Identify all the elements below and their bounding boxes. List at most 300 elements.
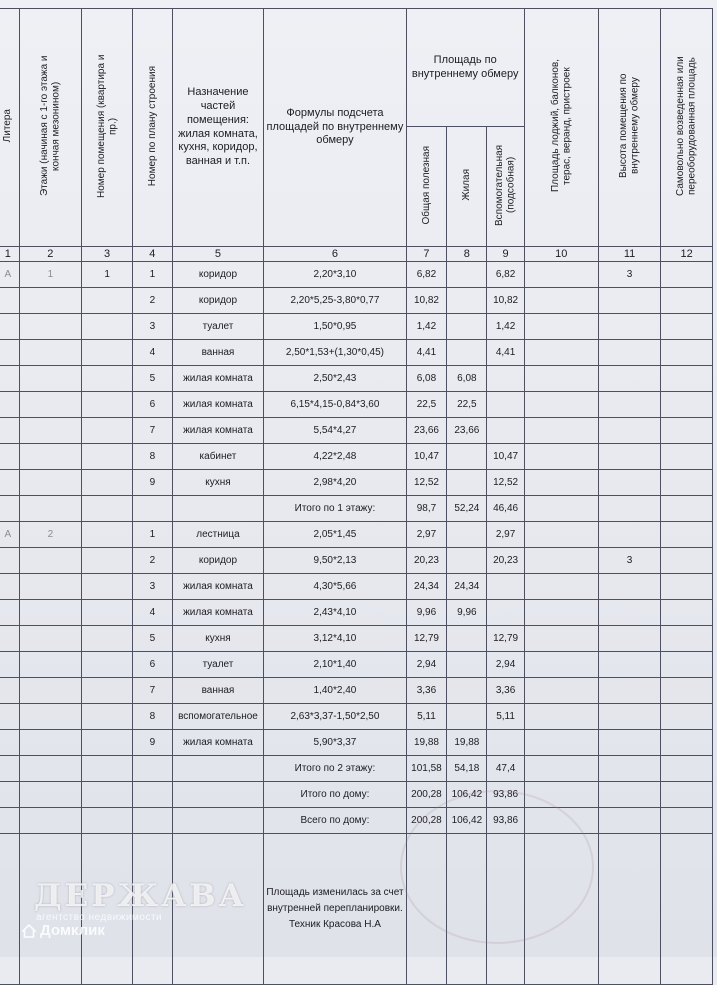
area-total-cell: 4,41 (406, 340, 447, 366)
room-name-cell: жилая комната (172, 574, 264, 600)
empty-cell (661, 444, 713, 470)
empty-cell (598, 522, 661, 548)
subtotal-label: Итого по 1 этажу: (264, 496, 406, 522)
area-living-cell (447, 262, 487, 288)
area-total-cell: 10,47 (406, 444, 447, 470)
area-total-cell: 1,42 (406, 314, 447, 340)
empty-cell (0, 808, 19, 834)
grand-total-total: 200,28 (406, 808, 447, 834)
empty-cell (524, 548, 598, 574)
empty-cell (661, 314, 713, 340)
header-apt-no: Номер помещения (квартира и пр.) (82, 9, 133, 247)
empty-cell (524, 522, 598, 548)
house-total-row (0, 782, 713, 808)
table-row (0, 340, 713, 366)
empty-cell (524, 730, 598, 756)
grand-total-aux: 93,86 (487, 808, 524, 834)
header-row (0, 9, 713, 127)
empty-cell (598, 392, 661, 418)
area-total-cell: 6,08 (406, 366, 447, 392)
empty-cell (661, 704, 713, 730)
table-row (0, 626, 713, 652)
area-aux-cell: 10,82 (487, 288, 524, 314)
empty-cell (661, 496, 713, 522)
area-living-cell (447, 288, 487, 314)
area-living-cell (447, 704, 487, 730)
litera-cell: А (0, 262, 19, 288)
col-num: 12 (661, 247, 713, 262)
empty-cell (82, 418, 133, 444)
empty-cell (19, 366, 82, 392)
area-living-cell: 6,08 (447, 366, 487, 392)
table-row (0, 262, 713, 288)
empty-cell (82, 522, 133, 548)
area-living-cell: 9,96 (447, 600, 487, 626)
empty-cell (0, 340, 19, 366)
empty-cell (82, 652, 133, 678)
plan-no-cell: 5 (133, 366, 173, 392)
area-explication-table (0, 8, 713, 985)
empty-cell (0, 756, 19, 782)
empty-cell (524, 626, 598, 652)
header-area-total: Общая полезная (406, 127, 447, 247)
plan-no-cell: 4 (133, 340, 173, 366)
area-living-cell (447, 444, 487, 470)
area-aux-cell: 12,52 (487, 470, 524, 496)
table-row (0, 366, 713, 392)
area-aux-cell (487, 392, 524, 418)
area-aux-cell: 10,47 (487, 444, 524, 470)
room-name-cell: жилая комната (172, 418, 264, 444)
plan-no-cell: 2 (133, 548, 173, 574)
formula-cell: 9,50*2,13 (264, 548, 406, 574)
table-row (0, 522, 713, 548)
empty-cell (82, 678, 133, 704)
formula-cell: 2,20*5,25-3,80*0,77 (264, 288, 406, 314)
area-living-cell: 24,34 (447, 574, 487, 600)
empty-cell (661, 678, 713, 704)
area-aux-cell (487, 418, 524, 444)
subtotal-aux: 46,46 (487, 496, 524, 522)
empty-cell (0, 678, 19, 704)
col-num: 9 (487, 247, 524, 262)
house-total-living: 106,42 (447, 782, 487, 808)
empty-cell (82, 314, 133, 340)
empty-cell (598, 418, 661, 444)
formula-cell: 2,43*4,10 (264, 600, 406, 626)
formula-cell: 2,20*3,10 (264, 262, 406, 288)
empty-cell (82, 470, 133, 496)
area-aux-cell: 5,11 (487, 704, 524, 730)
area-aux-cell: 6,82 (487, 262, 524, 288)
empty-cell (82, 730, 133, 756)
subtotal-label: Итого по 2 этажу: (264, 756, 406, 782)
empty-cell (598, 366, 661, 392)
plan-no-cell: 7 (133, 678, 173, 704)
room-name-cell: жилая комната (172, 730, 264, 756)
header-floors: Этажи (начиная с 1-го этажа и кончая мезонином) (19, 9, 82, 247)
empty-cell (598, 314, 661, 340)
room-name-cell: туалет (172, 652, 264, 678)
area-total-cell: 5,11 (406, 704, 447, 730)
agency-watermark: ДЕРЖАВА (34, 878, 247, 914)
room-name-cell: кабинет (172, 444, 264, 470)
empty-cell (0, 600, 19, 626)
col-num: 7 (406, 247, 447, 262)
grand-total-row (0, 808, 713, 834)
empty-cell (0, 730, 19, 756)
table-row (0, 678, 713, 704)
area-living-cell (447, 626, 487, 652)
col-num: 2 (19, 247, 82, 262)
room-name-cell: жилая комната (172, 366, 264, 392)
empty-cell (524, 574, 598, 600)
empty-cell (598, 574, 661, 600)
area-aux-cell: 2,97 (487, 522, 524, 548)
formula-cell: 4,30*5,66 (264, 574, 406, 600)
empty-cell (19, 496, 82, 522)
empty-cell (661, 418, 713, 444)
empty-cell (0, 834, 19, 985)
col-num: 8 (447, 247, 487, 262)
room-name-cell: коридор (172, 288, 264, 314)
empty-cell (598, 600, 661, 626)
empty-cell (82, 444, 133, 470)
subtotal-living: 54,18 (447, 756, 487, 782)
header-area-aux: Вспомогательная (подсобная) (487, 127, 524, 247)
remark-line2: внутренней перепланировки. (267, 903, 403, 914)
area-aux-cell (487, 366, 524, 392)
empty-cell (0, 548, 19, 574)
area-aux-cell (487, 730, 524, 756)
empty-cell (661, 366, 713, 392)
room-name-cell: жилая комната (172, 600, 264, 626)
empty-cell (19, 314, 82, 340)
area-living-cell (447, 678, 487, 704)
subtotal-row-floor1 (0, 496, 713, 522)
table-row (0, 574, 713, 600)
height-cell: 3 (598, 262, 661, 288)
empty-cell (524, 652, 598, 678)
empty-cell (82, 808, 133, 834)
empty-cell (0, 652, 19, 678)
empty-cell (661, 600, 713, 626)
empty-cell (598, 340, 661, 366)
house-icon (22, 924, 36, 938)
empty-cell (19, 626, 82, 652)
col-num: 11 (598, 247, 661, 262)
floor-cell: 2 (19, 522, 82, 548)
table-row (0, 600, 713, 626)
header-litera: Литера (0, 9, 19, 247)
empty-cell (19, 470, 82, 496)
area-living-cell (447, 548, 487, 574)
empty-cell (172, 808, 264, 834)
empty-cell (82, 340, 133, 366)
subtotal-total: 98,7 (406, 496, 447, 522)
empty-cell (19, 392, 82, 418)
area-total-cell: 24,34 (406, 574, 447, 600)
header-unauthorized: Самовольно возведенная или переоборудованная площадь (661, 9, 713, 247)
empty-cell (19, 782, 82, 808)
formula-cell: 2,63*3,37-1,50*2,50 (264, 704, 406, 730)
area-total-cell: 12,79 (406, 626, 447, 652)
empty-cell (82, 704, 133, 730)
empty-cell (524, 496, 598, 522)
header-purpose: Назначение частей помещения: жилая комната, кухня, коридор, ванная и т.п. (172, 9, 264, 247)
header-area-living: Жилая (447, 127, 487, 247)
col-num: 4 (133, 247, 173, 262)
empty-cell (0, 418, 19, 444)
empty-cell (524, 314, 598, 340)
empty-cell (0, 574, 19, 600)
area-total-cell: 22,5 (406, 392, 447, 418)
empty-cell (598, 834, 661, 985)
formula-cell: 2,50*1,53+(1,30*0,45) (264, 340, 406, 366)
empty-cell (19, 756, 82, 782)
table-row (0, 470, 713, 496)
empty-cell (19, 574, 82, 600)
house-total-total: 200,28 (406, 782, 447, 808)
empty-cell (0, 392, 19, 418)
room-name-cell: ванная (172, 678, 264, 704)
empty-cell (19, 418, 82, 444)
empty-cell (598, 756, 661, 782)
formula-cell: 1,40*2,40 (264, 678, 406, 704)
table-row (0, 548, 713, 574)
empty-cell (661, 392, 713, 418)
col-num: 6 (264, 247, 406, 262)
empty-cell (133, 808, 173, 834)
empty-cell (524, 418, 598, 444)
empty-cell (598, 652, 661, 678)
height-cell: 3 (598, 548, 661, 574)
plan-no-cell: 8 (133, 444, 173, 470)
empty-cell (661, 548, 713, 574)
area-total-cell: 12,52 (406, 470, 447, 496)
empty-cell (0, 782, 19, 808)
header-formulas: Формулы подсчета площадей по внутреннему обмеру (264, 9, 406, 247)
empty-cell (524, 678, 598, 704)
empty-cell (19, 288, 82, 314)
plan-no-cell: 6 (133, 652, 173, 678)
table-row (0, 288, 713, 314)
area-living-cell: 19,88 (447, 730, 487, 756)
empty-cell (661, 340, 713, 366)
area-aux-cell: 20,23 (487, 548, 524, 574)
remark-line1: Площадь изменилась за счет (266, 887, 404, 898)
room-name-cell: кухня (172, 470, 264, 496)
col-num: 10 (524, 247, 598, 262)
empty-cell (661, 782, 713, 808)
empty-cell (524, 392, 598, 418)
area-living-cell (447, 470, 487, 496)
empty-cell (661, 288, 713, 314)
area-total-cell: 3,36 (406, 678, 447, 704)
empty-cell (19, 808, 82, 834)
plan-no-cell: 1 (133, 262, 173, 288)
area-total-cell: 2,94 (406, 652, 447, 678)
empty-cell (82, 392, 133, 418)
house-total-aux: 93,86 (487, 782, 524, 808)
empty-cell (19, 730, 82, 756)
plan-no-cell: 9 (133, 470, 173, 496)
table-row (0, 418, 713, 444)
empty-cell (82, 366, 133, 392)
formula-cell: 4,22*2,48 (264, 444, 406, 470)
empty-cell (19, 340, 82, 366)
empty-cell (524, 262, 598, 288)
table-row (0, 704, 713, 730)
faded-stamp (400, 790, 594, 944)
empty-cell (524, 756, 598, 782)
formula-cell: 5,54*4,27 (264, 418, 406, 444)
formula-cell: 2,50*2,43 (264, 366, 406, 392)
empty-cell (133, 782, 173, 808)
empty-cell (0, 288, 19, 314)
area-total-cell: 6,82 (406, 262, 447, 288)
area-aux-cell: 3,36 (487, 678, 524, 704)
col-num: 5 (172, 247, 264, 262)
area-living-cell: 22,5 (447, 392, 487, 418)
empty-cell (0, 366, 19, 392)
area-aux-cell (487, 600, 524, 626)
empty-cell (0, 314, 19, 340)
empty-cell (172, 496, 264, 522)
area-living-cell (447, 340, 487, 366)
area-aux-cell: 2,94 (487, 652, 524, 678)
agency-watermark-subtitle: агентство недвижимости (36, 912, 163, 923)
area-living-cell (447, 522, 487, 548)
empty-cell (172, 782, 264, 808)
empty-cell (0, 444, 19, 470)
empty-cell (0, 704, 19, 730)
empty-cell (598, 782, 661, 808)
empty-cell (82, 548, 133, 574)
empty-cell (0, 470, 19, 496)
empty-cell (661, 730, 713, 756)
header-area-group: Площадь по внутреннему обмеру (406, 9, 524, 127)
empty-cell (524, 340, 598, 366)
table-row (0, 730, 713, 756)
empty-cell (598, 444, 661, 470)
formula-cell: 3,12*4,10 (264, 626, 406, 652)
subtotal-living: 52,24 (447, 496, 487, 522)
area-aux-cell: 4,41 (487, 340, 524, 366)
empty-cell (661, 574, 713, 600)
empty-cell (598, 496, 661, 522)
empty-cell (82, 496, 133, 522)
header-loggias: Площадь лоджий, балконов, терас, веранд, пристроек (524, 9, 598, 247)
subtotal-row-floor2 (0, 756, 713, 782)
plan-no-cell: 5 (133, 626, 173, 652)
empty-cell (524, 470, 598, 496)
empty-cell (598, 808, 661, 834)
plan-no-cell: 4 (133, 600, 173, 626)
empty-cell (598, 730, 661, 756)
col-num: 1 (0, 247, 19, 262)
empty-cell (19, 704, 82, 730)
table-row (0, 314, 713, 340)
subtotal-total: 101,58 (406, 756, 447, 782)
empty-cell (82, 288, 133, 314)
empty-cell (19, 548, 82, 574)
header-height: Высота помещения по внутреннему обмеру (598, 9, 661, 247)
grand-total-living: 106,42 (447, 808, 487, 834)
empty-cell (0, 496, 19, 522)
plan-no-cell: 1 (133, 522, 173, 548)
empty-cell (524, 704, 598, 730)
room-name-cell: вспомогательное (172, 704, 264, 730)
room-name-cell: жилая комната (172, 392, 264, 418)
empty-cell (598, 678, 661, 704)
room-name-cell: коридор (172, 548, 264, 574)
room-name-cell: ванная (172, 340, 264, 366)
plan-no-cell: 2 (133, 288, 173, 314)
formula-cell: 6,15*4,15-0,84*3,60 (264, 392, 406, 418)
area-living-cell: 23,66 (447, 418, 487, 444)
column-number-row (0, 247, 713, 262)
formula-cell: 2,98*4,20 (264, 470, 406, 496)
area-aux-cell (487, 574, 524, 600)
room-name-cell: коридор (172, 262, 264, 288)
empty-cell (661, 262, 713, 288)
empty-cell (661, 522, 713, 548)
plan-no-cell: 6 (133, 392, 173, 418)
area-living-cell (447, 314, 487, 340)
empty-cell (661, 808, 713, 834)
table-row (0, 392, 713, 418)
plan-no-cell: 8 (133, 704, 173, 730)
empty-cell (82, 626, 133, 652)
domclick-watermark (22, 922, 105, 939)
empty-cell (82, 782, 133, 808)
house-total-label: Итого по дому: (264, 782, 406, 808)
empty-cell (82, 600, 133, 626)
empty-cell (524, 444, 598, 470)
formula-cell: 1,50*0,95 (264, 314, 406, 340)
plan-no-cell: 3 (133, 314, 173, 340)
col-num: 3 (82, 247, 133, 262)
empty-cell (82, 756, 133, 782)
empty-cell (133, 496, 173, 522)
empty-cell (661, 626, 713, 652)
apt-cell: 1 (82, 262, 133, 288)
empty-cell (598, 626, 661, 652)
area-living-cell (447, 652, 487, 678)
room-name-cell: кухня (172, 626, 264, 652)
area-aux-cell: 1,42 (487, 314, 524, 340)
empty-cell (524, 600, 598, 626)
empty-cell (661, 652, 713, 678)
empty-cell (661, 470, 713, 496)
area-total-cell: 23,66 (406, 418, 447, 444)
empty-cell (524, 288, 598, 314)
empty-cell (598, 470, 661, 496)
area-total-cell: 2,97 (406, 522, 447, 548)
empty-cell (172, 756, 264, 782)
empty-cell (598, 288, 661, 314)
empty-cell (19, 678, 82, 704)
area-total-cell: 10,82 (406, 288, 447, 314)
floor-cell: 1 (19, 262, 82, 288)
plan-no-cell: 7 (133, 418, 173, 444)
header-plan-no: Номер по плану строения (133, 9, 173, 247)
empty-cell (82, 574, 133, 600)
subtotal-aux: 47,4 (487, 756, 524, 782)
empty-cell (598, 704, 661, 730)
empty-cell (661, 756, 713, 782)
